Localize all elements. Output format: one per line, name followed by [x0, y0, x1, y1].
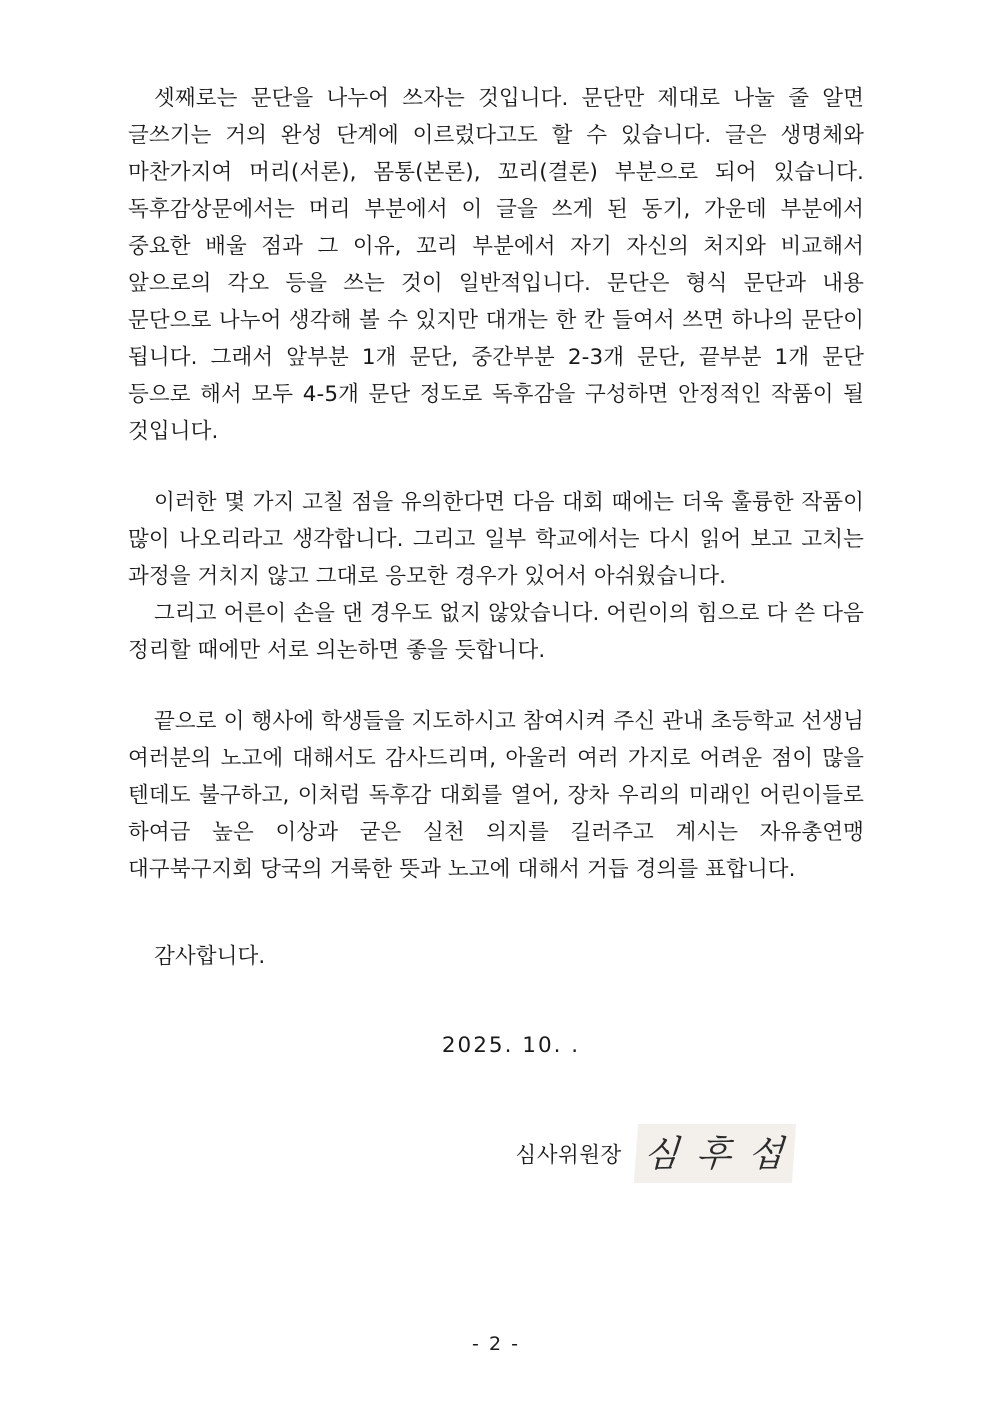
paragraph-spacer — [128, 669, 864, 703]
paragraph-1: 셋째로는 문단을 나누어 쓰자는 것입니다. 문단만 제대로 나눌 줄 알면 글쓰기는 거의 완성 단계에 이르렀다고도 할 수 있습니다. 글은 생명체와 마찬가지여 머리(서론), 몸통(본론), 꼬리(결론) 부분으로 되어 있습니다. 독후감상문에서는 머리 부분에서 이 글을 쓰게 된 동기, 가운데 부분에서 중요한 배울 점과 그 이유, 꼬리 부분에서 자기 자신의 처지와 비교해서 앞으로의 각오 등을 쓰는 것이 일반적입니다. 문단은 형식 문단과 내용 문단으로 나누어 생각해 볼 수 있지만 대개는 한 칸 들여서 쓰면 하나의 문단이 됩니다. 그래서 앞부분 1개 문단, 중간부분 2-3개 문단, 끝부분 1개 문단 등으로 해서 모두 4-5개 문단 정도로 독후감을 구성하면 안정적인 작품이 될 것입니다. — [128, 86, 864, 444]
paragraph-4: 끝으로 이 행사에 학생들을 지도하시고 참여시켜 주신 관내 초등학교 선생님 여러분의 노고에 대해서도 감사드리며, 아울러 여러 가지로 어려운 점이 많을 텐데도 불구하고, 이처럼 독후감 대회를 열어, 장차 우리의 미래인 어린이들로 하여금 높은 이상과 굳은 실천 의지를 길러주고 계시는 자유총연맹 대구북구지회 당국의 거룩한 뜻과 노고에 대해서 거듭 경의를 표합니다. — [128, 709, 864, 882]
paragraph-3: 그리고 어른이 손을 댄 경우도 없지 않았습니다. 어린이의 힘으로 다 쓴 다음 정리할 때에만 서로 의논하면 좋을 듯합니다. — [128, 601, 864, 663]
paragraph-2: 이러한 몇 가지 고칠 점을 유의한다면 다음 대회 때에는 더욱 훌륭한 작품이 많이 나오리라고 생각합니다. 그리고 일부 학교에서는 다시 읽어 보고 고치는 과정을 거치지 않고 그대로 응모한 경우가 있어서 아쉬웠습니다. — [128, 490, 864, 589]
page-number: - 2 - — [472, 1333, 520, 1355]
date-line: 2025. 10. . — [441, 1033, 581, 1058]
signature-seal: 심 후 섭 — [634, 1124, 796, 1183]
signature-title: 심사위원장 — [515, 1143, 622, 1168]
paragraph-spacer — [128, 450, 864, 484]
signature-block — [128, 1124, 864, 1183]
closing-line: 감사합니다. — [154, 944, 266, 969]
